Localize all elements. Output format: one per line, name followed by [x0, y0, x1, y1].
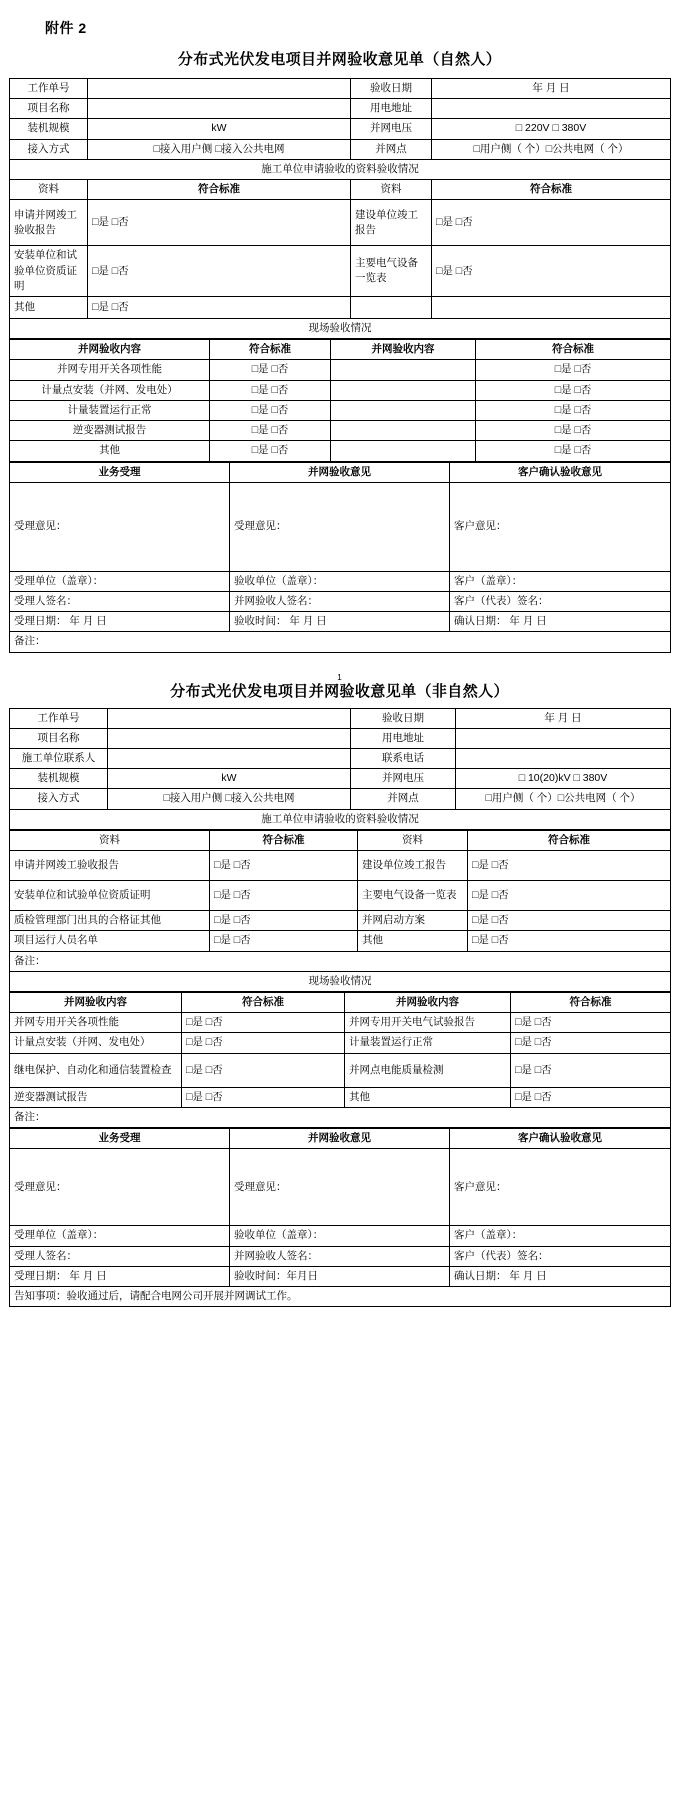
signoff-head-customer-opinion: 客户确认验收意见 [450, 1129, 671, 1149]
table-row [10, 421, 671, 441]
table-row [10, 1226, 671, 1246]
col-standard-left: 符合标准 [182, 993, 345, 1013]
site-check-left[interactable]: □是 □否 [210, 380, 331, 400]
signoff-date-customer[interactable]: 确认日期： 年 月 日 [450, 612, 671, 632]
signoff-stamp-customer[interactable]: 客户（盖章）： [450, 1226, 671, 1246]
col-standard-right: 符合标准 [432, 180, 671, 200]
doc-check-right[interactable]: □是 □否 [468, 911, 671, 931]
col-doc-left: 资料 [10, 180, 88, 200]
table-row [10, 809, 671, 829]
project-name-label: 项目名称 [10, 728, 108, 748]
table-row [10, 632, 671, 652]
capacity-value[interactable]: kW [88, 119, 351, 139]
site-item-right [331, 400, 476, 420]
form1-signoff-table [9, 462, 671, 653]
site-item-right: 计量装置运行正常 [345, 1033, 511, 1053]
power-address-label: 用电地址 [351, 728, 456, 748]
doc-check-left[interactable]: □是 □否 [210, 911, 358, 931]
col-doc-right: 资料 [351, 180, 432, 200]
doc-name-left: 安装单位和试验单位资质证明 [10, 246, 88, 297]
table-row [10, 119, 671, 139]
site-check-left[interactable]: □是 □否 [210, 421, 331, 441]
form2-signoff-table [9, 1128, 671, 1307]
doc-name-right: 主要电气设备一览表 [351, 246, 432, 297]
doc-name-right: 并网启动方案 [358, 911, 468, 931]
docs-remark[interactable]: 备注： [10, 951, 671, 971]
form2-docs-table [9, 830, 671, 992]
site-item-left: 其他 [10, 441, 210, 461]
signoff-head-grid-opinion: 并网验收意见 [230, 1129, 450, 1149]
doc-check-left[interactable]: □是 □否 [88, 246, 351, 297]
doc-check-left[interactable]: □是 □否 [88, 296, 351, 318]
signoff-signature-customer[interactable]: 客户（代表）签名： [450, 591, 671, 611]
site-item-right [331, 360, 476, 380]
col-standard-left: 符合标准 [210, 830, 358, 850]
site-check-left[interactable]: □是 □否 [182, 1053, 345, 1087]
signoff-comment-grid[interactable]: 受理意见： [230, 482, 450, 571]
power-address-value[interactable] [432, 99, 671, 119]
site-check-right[interactable]: □是 □否 [511, 1087, 671, 1107]
form2-site-table [9, 992, 671, 1128]
signoff-remark[interactable]: 备注： [10, 632, 671, 652]
col-standard-right: 符合标准 [511, 993, 671, 1013]
project-name-label: 项目名称 [10, 99, 88, 119]
power-address-label: 用电地址 [351, 99, 432, 119]
table-header-row [10, 340, 671, 360]
table-header-row [10, 830, 671, 850]
site-item-left: 计量点安装（并网、发电处） [10, 1033, 182, 1053]
signoff-stamp-business[interactable]: 受理单位（盖章）： [10, 571, 230, 591]
site-check-left[interactable]: □是 □否 [182, 1013, 345, 1033]
project-name-value[interactable] [88, 99, 351, 119]
table-row [10, 159, 671, 179]
table-row [10, 482, 671, 571]
doc-check-right[interactable]: □是 □否 [432, 246, 671, 297]
accept-date-label: 验收日期 [351, 79, 432, 99]
site-check-right[interactable]: □是 □否 [511, 1033, 671, 1053]
signoff-head-customer-opinion: 客户确认验收意见 [450, 462, 671, 482]
col-standard-right: 符合标准 [468, 830, 671, 850]
grid-point-label: 并网点 [351, 139, 432, 159]
project-name-value[interactable] [108, 728, 351, 748]
table-row [10, 318, 671, 338]
grid-voltage-options[interactable]: □ 220V □ 380V [432, 119, 671, 139]
table-row [10, 1013, 671, 1033]
signoff-date-grid[interactable]: 验收时间： 年 月 日 [230, 612, 450, 632]
phone-label: 联系电话 [351, 749, 456, 769]
site-check-left[interactable]: □是 □否 [210, 400, 331, 420]
signoff-stamp-business[interactable]: 受理单位（盖章）： [10, 1226, 230, 1246]
signoff-head-business: 业务受理 [10, 462, 230, 482]
footer-note: 告知事项：验收通过后，请配合电网公司开展并网调试工作。 [10, 1286, 671, 1306]
doc-name-left: 其他 [10, 296, 88, 318]
table-row [10, 931, 671, 951]
form1-table [9, 78, 671, 339]
table-row [10, 851, 671, 881]
table-row [10, 789, 671, 809]
site-check-right[interactable]: □是 □否 [511, 1013, 671, 1033]
doc-name-left: 申请并网竣工验收报告 [10, 851, 210, 881]
doc-check-right[interactable]: □是 □否 [468, 851, 671, 881]
signoff-stamp-grid[interactable]: 验收单位（盖章）： [230, 571, 450, 591]
site-item-right [331, 421, 476, 441]
table-row [10, 99, 671, 119]
doc-check-left[interactable]: □是 □否 [210, 931, 358, 951]
signoff-stamp-customer[interactable]: 客户（盖章）： [450, 571, 671, 591]
doc-name-right: 建设单位竣工报告 [351, 200, 432, 246]
site-check-left[interactable]: □是 □否 [210, 360, 331, 380]
accept-date-value[interactable]: 年 月 日 [432, 79, 671, 99]
table-header-row [10, 993, 671, 1013]
signoff-date-business[interactable]: 受理日期： 年 月 日 [10, 612, 230, 632]
doc-check-right[interactable] [432, 296, 671, 318]
table-header-row [10, 1129, 671, 1149]
table-row [10, 1286, 671, 1306]
work-order-value[interactable] [88, 79, 351, 99]
signoff-head-grid-opinion: 并网验收意见 [230, 462, 450, 482]
table-row [10, 380, 671, 400]
signoff-comment-grid[interactable]: 受理意见： [230, 1149, 450, 1226]
grid-point-options[interactable]: □用户侧（ 个）□公共电网（ 个） [432, 139, 671, 159]
table-row [10, 769, 671, 789]
table-row [10, 1033, 671, 1053]
grid-point-options[interactable]: □用户侧（ 个）□公共电网（ 个） [456, 789, 671, 809]
table-row [10, 612, 671, 632]
docs-section-heading: 施工单位申请验收的资料验收情况 [10, 809, 671, 829]
doc-check-left[interactable]: □是 □否 [210, 851, 358, 881]
doc-check-left[interactable]: □是 □否 [210, 881, 358, 911]
grid-voltage-label: 并网电压 [351, 769, 456, 789]
col-content-left: 并网验收内容 [10, 340, 210, 360]
signoff-comment-customer[interactable]: 客户意见： [450, 482, 671, 571]
accept-date-label: 验收日期 [351, 708, 456, 728]
table-row [10, 708, 671, 728]
col-doc-left: 资料 [10, 830, 210, 850]
table-row [10, 200, 671, 246]
table-row [10, 951, 671, 971]
table-row [10, 441, 671, 461]
table-row [10, 728, 671, 748]
doc-name-left: 项目运行人员名单 [10, 931, 210, 951]
access-mode-label: 接入方式 [10, 789, 108, 809]
site-section-heading: 现场验收情况 [10, 318, 671, 338]
site-item-right: 并网点电能质量检测 [345, 1053, 511, 1087]
work-order-label: 工作单号 [10, 79, 88, 99]
doc-check-right[interactable]: □是 □否 [432, 200, 671, 246]
signoff-signature-grid[interactable]: 并网验收人签名： [230, 1246, 450, 1266]
access-mode-options[interactable]: □接入用户侧 □接入公共电网 [88, 139, 351, 159]
signoff-head-business: 业务受理 [10, 1129, 230, 1149]
table-row [10, 881, 671, 911]
table-row [10, 139, 671, 159]
site-check-right[interactable]: □是 □否 [476, 360, 671, 380]
signoff-signature-grid[interactable]: 并网验收人签名： [230, 591, 450, 611]
doc-check-right[interactable]: □是 □否 [468, 931, 671, 951]
docs-section-heading: 施工单位申请验收的资料验收情况 [10, 159, 671, 179]
grid-point-label: 并网点 [351, 789, 456, 809]
site-item-left: 继电保护、自动化和通信装置检查 [10, 1053, 182, 1087]
doc-check-right[interactable]: □是 □否 [468, 881, 671, 911]
attachment-label: 附件 2 [45, 20, 87, 36]
site-check-right[interactable]: □是 □否 [511, 1053, 671, 1087]
grid-voltage-label: 并网电压 [351, 119, 432, 139]
site-check-left[interactable]: □是 □否 [182, 1087, 345, 1107]
capacity-label: 装机规模 [10, 769, 108, 789]
signoff-signature-business[interactable]: 受理人签名： [10, 591, 230, 611]
doc-name-right: 其他 [358, 931, 468, 951]
site-remark[interactable]: 备注： [10, 1107, 671, 1127]
table-row [10, 971, 671, 991]
table-row [10, 400, 671, 420]
signoff-date-business[interactable]: 受理日期： 年 月 日 [10, 1266, 230, 1286]
signoff-signature-business[interactable]: 受理人签名： [10, 1246, 230, 1266]
table-row [10, 1266, 671, 1286]
col-standard-left: 符合标准 [88, 180, 351, 200]
col-standard-right: 符合标准 [476, 340, 671, 360]
accept-date-value[interactable]: 年 月 日 [456, 708, 671, 728]
table-row [10, 571, 671, 591]
table-row [10, 1149, 671, 1226]
form1-site-table [9, 339, 671, 461]
signoff-date-grid[interactable]: 验收时间：年月日 [230, 1266, 450, 1286]
table-row [10, 1246, 671, 1266]
site-check-right[interactable]: □是 □否 [476, 380, 671, 400]
site-check-left[interactable]: □是 □否 [182, 1033, 345, 1053]
table-row [10, 360, 671, 380]
table-row [10, 591, 671, 611]
signoff-signature-customer[interactable]: 客户（代表）签名： [450, 1246, 671, 1266]
site-item-left: 并网专用开关各项性能 [10, 360, 210, 380]
col-standard-left: 符合标准 [210, 340, 331, 360]
col-content-right: 并网验收内容 [345, 993, 511, 1013]
access-mode-label: 接入方式 [10, 139, 88, 159]
site-item-right: 其他 [345, 1087, 511, 1107]
contractor-contact-value[interactable] [108, 749, 351, 769]
site-check-right[interactable]: □是 □否 [476, 441, 671, 461]
form2-table [9, 708, 671, 830]
signoff-stamp-grid[interactable]: 验收单位（盖章）： [230, 1226, 450, 1246]
signoff-date-customer[interactable]: 确认日期： 年 月 日 [450, 1266, 671, 1286]
doc-name-right: 主要电气设备一览表 [358, 881, 468, 911]
doc-check-left[interactable]: □是 □否 [88, 200, 351, 246]
page-number: 1 [337, 672, 342, 682]
site-item-right [331, 380, 476, 400]
site-item-left: 逆变器测试报告 [10, 1087, 182, 1107]
table-header-row [10, 180, 671, 200]
signoff-comment-business[interactable]: 受理意见： [10, 1149, 230, 1226]
table-row [10, 911, 671, 931]
site-item-left: 并网专用开关各项性能 [10, 1013, 182, 1033]
work-order-label: 工作单号 [10, 708, 108, 728]
site-check-right[interactable]: □是 □否 [476, 400, 671, 420]
capacity-value[interactable]: kW [108, 769, 351, 789]
doc-name-left: 申请并网竣工验收报告 [10, 200, 88, 246]
site-item-left: 计量点安装（并网、发电处） [10, 380, 210, 400]
col-content-right: 并网验收内容 [331, 340, 476, 360]
doc-name-left: 质检管理部门出具的合格证其他 [10, 911, 210, 931]
site-item-right [331, 441, 476, 461]
capacity-label: 装机规模 [10, 119, 88, 139]
table-row [10, 246, 671, 297]
col-doc-right: 资料 [358, 830, 468, 850]
contractor-contact-label: 施工单位联系人 [10, 749, 108, 769]
doc-name-right [351, 296, 432, 318]
doc-name-right: 建设单位竣工报告 [358, 851, 468, 881]
doc-name-left: 安装单位和试验单位资质证明 [10, 881, 210, 911]
phone-value[interactable] [456, 749, 671, 769]
col-content-left: 并网验收内容 [10, 993, 182, 1013]
power-address-value[interactable] [456, 728, 671, 748]
access-mode-options[interactable]: □接入用户侧 □接入公共电网 [108, 789, 351, 809]
site-item-left: 逆变器测试报告 [10, 421, 210, 441]
table-row [10, 296, 671, 318]
site-check-left[interactable]: □是 □否 [210, 441, 331, 461]
table-row [10, 79, 671, 99]
table-row [10, 1053, 671, 1087]
site-section-heading: 现场验收情况 [10, 971, 671, 991]
site-check-right[interactable]: □是 □否 [476, 421, 671, 441]
work-order-value[interactable] [108, 708, 351, 728]
form1-title: 分布式光伏发电项目并网验收意见单（自然人） [177, 51, 502, 68]
signoff-comment-business[interactable]: 受理意见： [10, 482, 230, 571]
table-header-row [10, 462, 671, 482]
site-item-right: 并网专用开关电气试验报告 [345, 1013, 511, 1033]
grid-voltage-options[interactable]: □ 10(20)kV □ 380V [456, 769, 671, 789]
table-row [10, 1107, 671, 1127]
table-row [10, 749, 671, 769]
table-row [10, 1087, 671, 1107]
form2-title: 分布式光伏发电项目并网验收意见单（非自然人） [170, 682, 509, 700]
site-item-left: 计量装置运行正常 [10, 400, 210, 420]
signoff-comment-customer[interactable]: 客户意见： [450, 1149, 671, 1226]
